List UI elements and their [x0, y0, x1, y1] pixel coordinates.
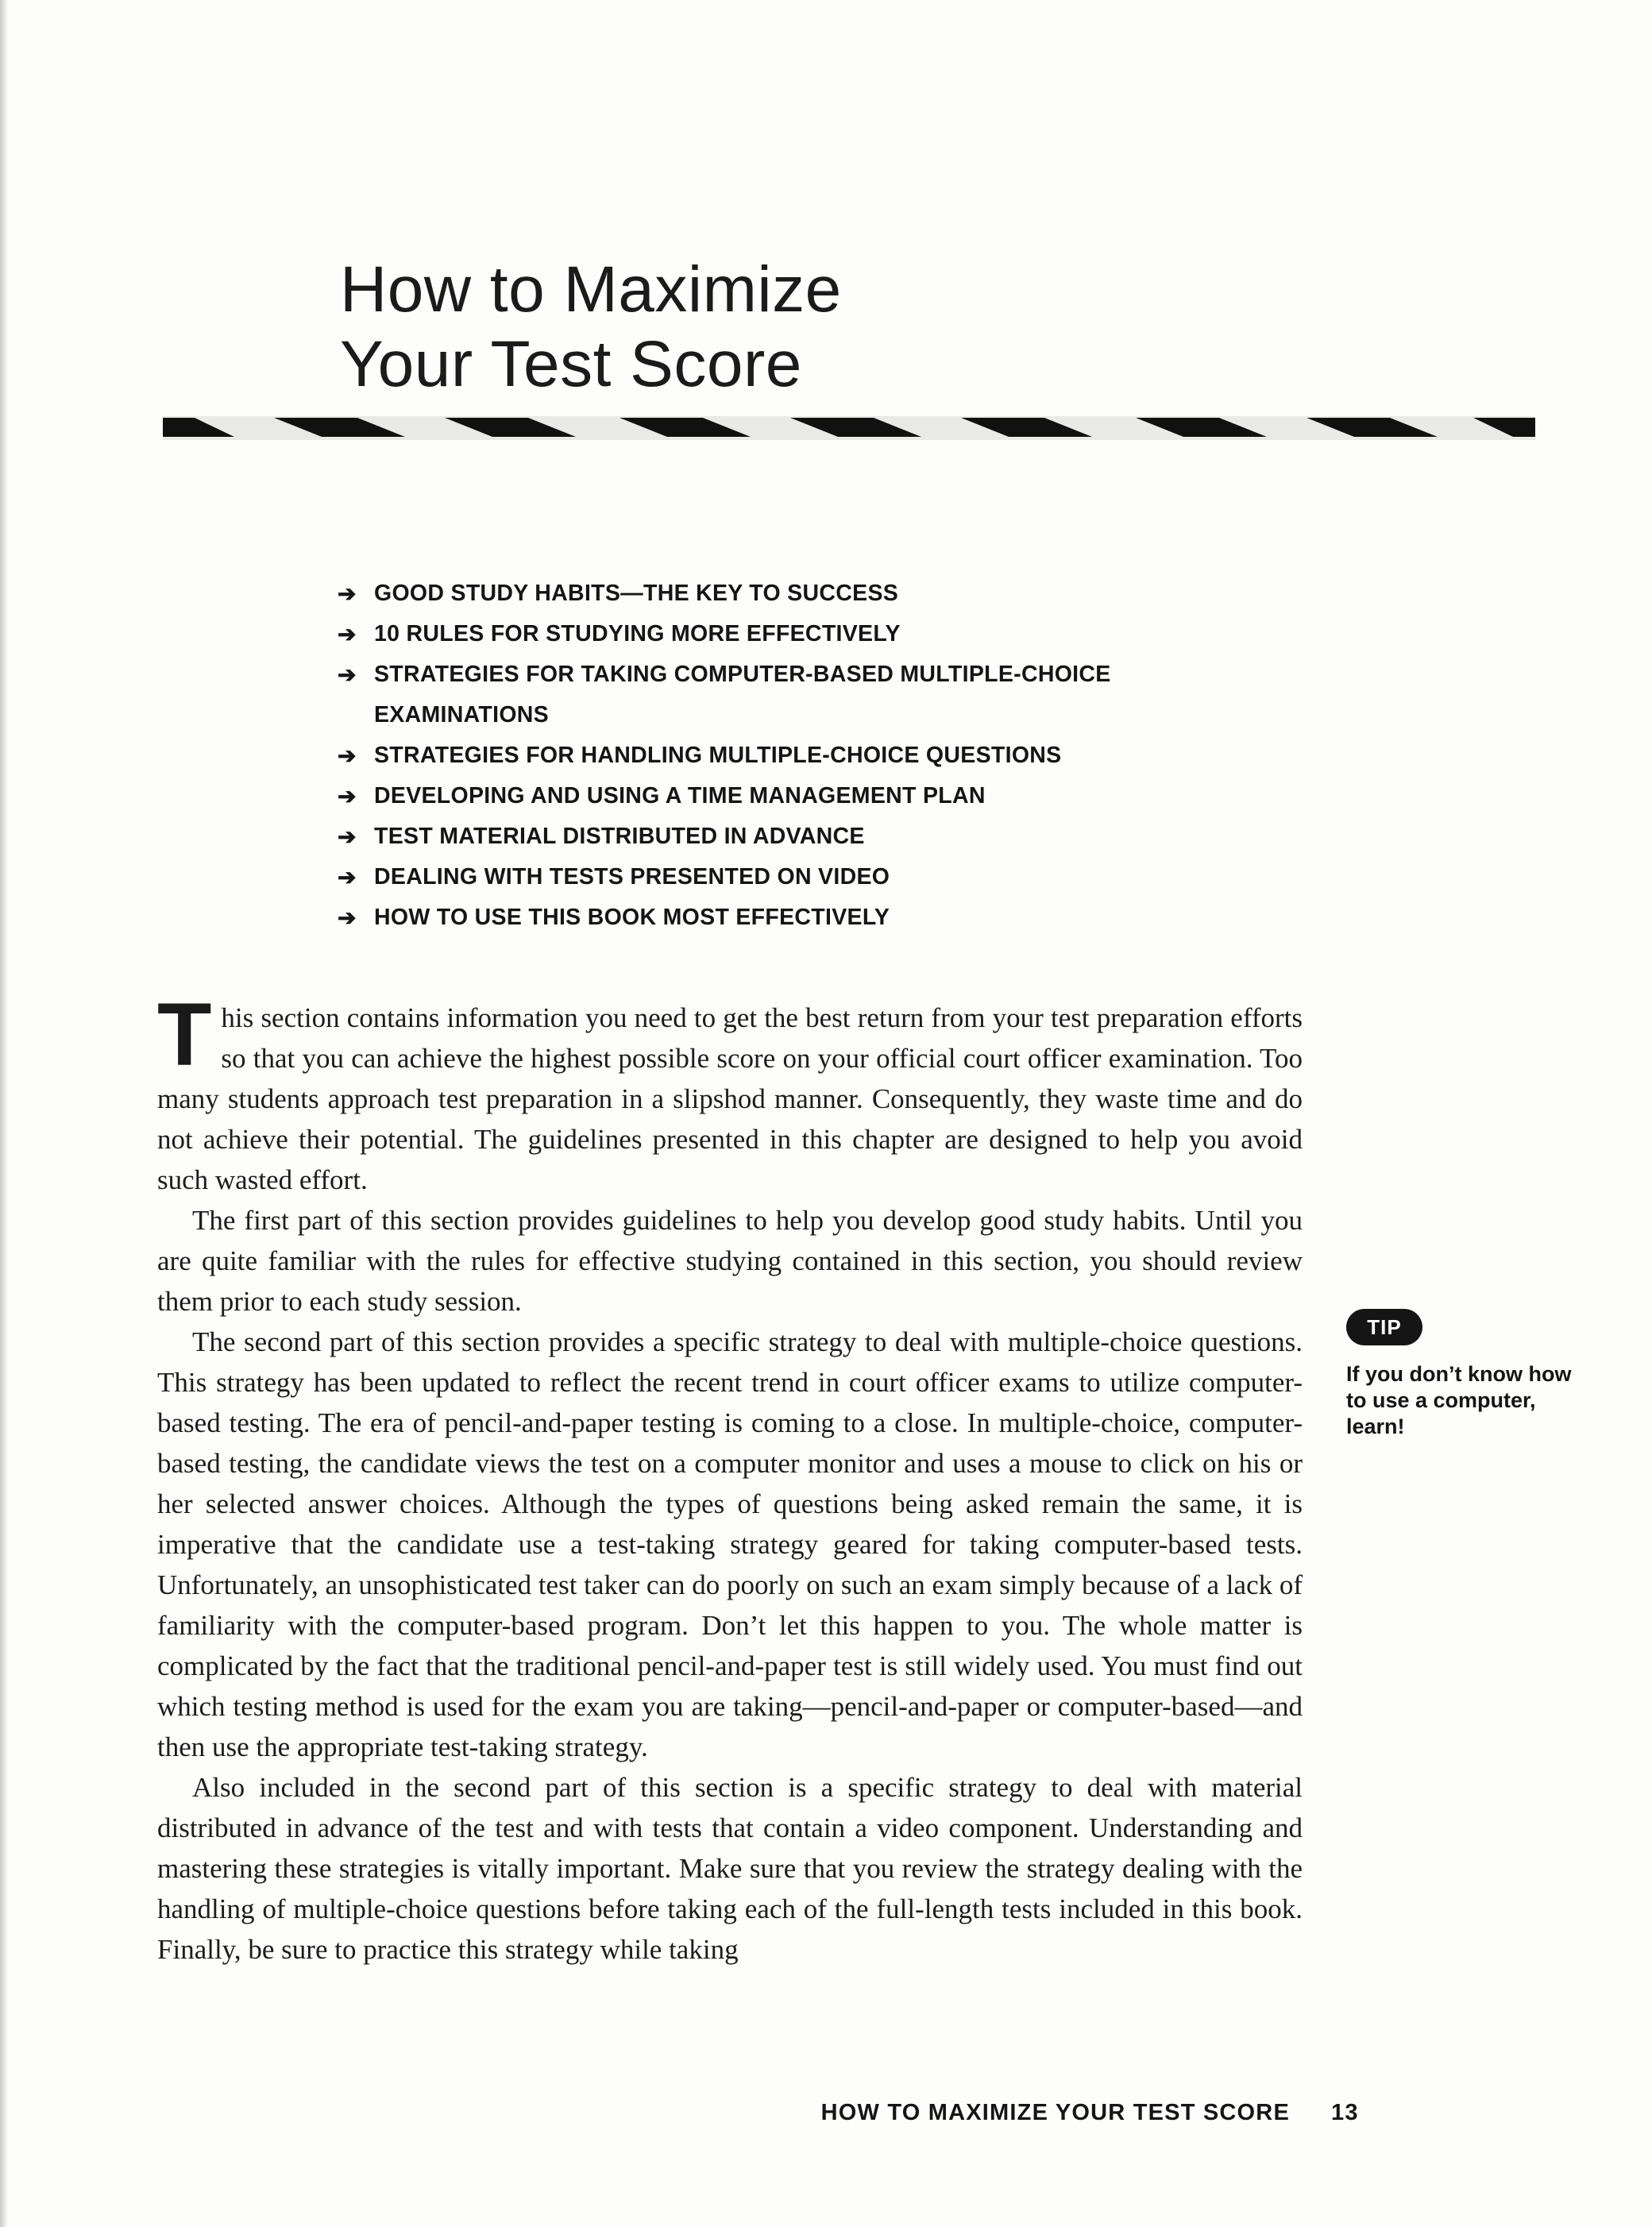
- drop-cap: T: [157, 985, 212, 1084]
- toc-item: [338, 735, 1291, 776]
- arrow-right-icon: ➔: [338, 865, 357, 890]
- running-footer-title: HOW TO MAXIMIZE YOUR TEST SCORE: [820, 2100, 1290, 2125]
- paragraph-intro-text: his section contains information you need to get the best return from your test preparation efforts so that you can achieve the highest possible score on your official court officer examination. Too many students approach test preparation in a slipshod manner. Consequently, they waste time and do not achieve their potential. The guidelines presented in this chapter are designed to help you avoid such wasted effort.: [157, 1002, 1303, 1195]
- toc-item: [338, 897, 1291, 938]
- arrow-right-icon: ➔: [338, 581, 357, 606]
- toc-item-label: DEVELOPING AND USING A TIME MANAGEMENT PLAN: [374, 783, 986, 809]
- toc-item: [338, 614, 1291, 654]
- arrow-right-icon: ➔: [338, 905, 357, 930]
- decorative-stripe-divider: [163, 416, 1535, 440]
- paragraph-multiple-choice: The second part of this section provides a specific strategy to deal with multiple-choice questions. This strategy has been updated to reflect the recent trend in court officer exams to utilize computer-based testing. The era of pencil-and-paper testing is coming to a close. In multiple-choice, computer-based testing, the candidate views the test on a computer monitor and uses a mouse to click on his or her selected answer choices. Although the types of questions being asked remain the same, it is imperative that the candidate use a test-taking strategy geared for taking computer-based tests. Unfortunately, an unsophisticated test taker can do poorly on such an exam simply because of a lack of familiarity with the computer-based program. Don’t let this happen to you. The whole matter is complicated by the fact that the traditional pencil-and-paper test is still widely used. You must find out which testing method is used for the exam you are taking—pencil-and-paper or computer-based—and then use the appropriate test-taking strategy.: [157, 1326, 1303, 1762]
- chapter-title: [340, 253, 842, 402]
- toc-item: [338, 654, 1291, 735]
- tip-badge: TIP: [1346, 1309, 1422, 1345]
- arrow-right-icon: ➔: [338, 662, 357, 687]
- tip-text: If you don’t know how to use a computer, learn!: [1346, 1362, 1572, 1438]
- page-number: 13: [1331, 2100, 1359, 2125]
- toc-item-label: 10 RULES FOR STUDYING MORE EFFECTIVELY: [374, 621, 901, 646]
- toc-item-label: TEST MATERIAL DISTRIBUTED IN ADVANCE: [374, 824, 865, 849]
- chapter-contents-list: [338, 573, 1291, 938]
- arrow-right-icon: ➔: [338, 824, 357, 849]
- chapter-title-line-1: How to Maximize: [340, 253, 842, 326]
- toc-item-label: GOOD STUDY HABITS—THE KEY TO SUCCESS: [374, 581, 899, 606]
- arrow-right-icon: ➔: [338, 743, 357, 768]
- page-edge-shadow: [0, 0, 8, 2227]
- toc-item: [338, 573, 1291, 614]
- arrow-right-icon: ➔: [338, 622, 357, 646]
- chapter-title-line-2: Your Test Score: [340, 328, 802, 400]
- toc-item-label: DEALING WITH TESTS PRESENTED ON VIDEO: [374, 864, 890, 890]
- toc-item-label: HOW TO USE THIS BOOK MOST EFFECTIVELY: [374, 905, 890, 930]
- paragraph-intro: [157, 985, 1303, 1200]
- toc-item: [338, 816, 1291, 857]
- paragraph-advance-material: Also included in the second part of this section is a specific strategy to deal with material distributed in advance of the test and with tests that contain a video component. Understanding and mastering these strategies is vitally important. Make sure that you review the strategy dealing with the handling of multiple-choice questions before taking each of the full-length tests included in this book. Finally, be sure to practice this strategy while taking: [157, 1772, 1303, 1965]
- toc-item: [338, 857, 1291, 897]
- paragraph-study-habits: The first part of this section provides guidelines to help you develop good study habits. Until you are quite familiar with the rules for effective studying contained in this section, you should review them prior to each study session.: [157, 1205, 1303, 1317]
- toc-item-label: STRATEGIES FOR HANDLING MULTIPLE-CHOICE QUESTIONS: [374, 743, 1062, 768]
- body-text: [157, 985, 1303, 1970]
- toc-item: [338, 776, 1291, 816]
- toc-item-label: STRATEGIES FOR TAKING COMPUTER-BASED MULTIPLE-CHOICE EXAMINATIONS: [374, 662, 1111, 728]
- arrow-right-icon: ➔: [338, 784, 357, 809]
